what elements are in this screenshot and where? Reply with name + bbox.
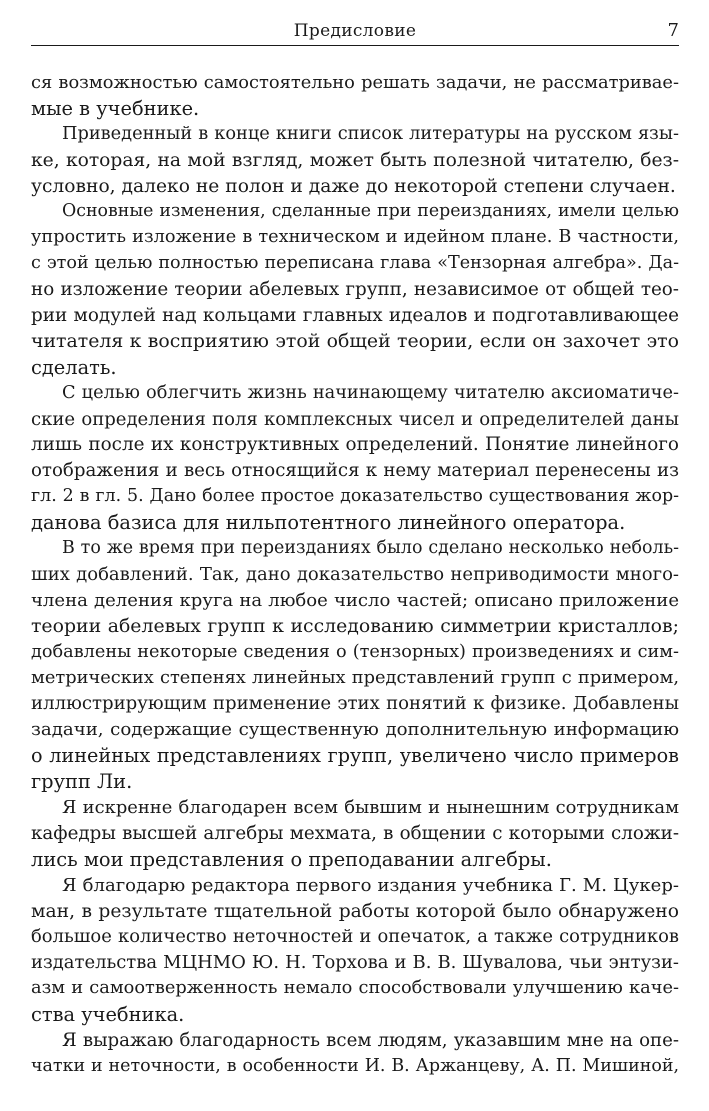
text-line: Я искренне благодарен всем бывшим и нынешним сотрудникам	[62, 796, 679, 818]
body-text	[31, 70, 679, 1080]
text-line: члена деления круга на любое число частей; описано приложение	[31, 589, 679, 611]
text-line: Я выражаю благодарность всем людям, указавшим мне на опе-	[62, 1029, 679, 1051]
text-line: ские определения поля комплексных чисел и определителей даны	[31, 408, 679, 430]
header-rule	[31, 45, 679, 46]
text-line: Приведенный в конце книги список литературы на русском язы-	[62, 123, 679, 144]
text-line: групп Ли.	[31, 770, 133, 794]
text-line: отображения и весь относящийся к нему материал перенесены из	[31, 460, 679, 482]
text-line: мые в учебнике.	[31, 96, 200, 120]
text-line: иллюстрирующим применение этих понятий к физике. Добавлены	[31, 693, 679, 715]
text-line: ке, которая, на мой взгляд, может быть полезной читателю, без-	[31, 149, 679, 171]
paragraph	[31, 795, 679, 873]
running-title: Предисловие	[293, 21, 417, 41]
text-line: ман, в результате тщательной работы которой было обнаружено	[31, 900, 679, 922]
text-line: добавлены некоторые сведения о (тензорных) произведениях и сим-	[31, 641, 679, 662]
text-line: сделать.	[31, 355, 117, 379]
text-line: данова базиса для нильпотентного линейного оператора.	[31, 511, 626, 535]
text-line: ства учебника.	[31, 1003, 185, 1027]
paragraph	[31, 122, 679, 200]
text-line: чатки и неточности, в особенности И. В. Аржанцеву, А. П. Мишиной,	[31, 1055, 679, 1076]
text-line: В то же время при переизданиях было сделано несколько неболь-	[62, 538, 679, 559]
text-line: большое количество неточностей и опечаток, а также сотрудников	[31, 926, 679, 948]
text-line: читателя к восприятию этой общей теории, если он захочет это	[31, 329, 679, 352]
book-page	[31, 0, 679, 1076]
text-line: метрических степенях линейных представлений групп с примером,	[31, 667, 679, 689]
text-line: ших добавлений. Так, дано доказательство неприводимости много-	[31, 563, 679, 585]
text-line: кафедры высшей алгебры мехмата, в общении с которыми сложи-	[31, 822, 679, 844]
text-line: Основные изменения, сделанные при переизданиях, имели целью	[62, 201, 679, 222]
paragraph	[31, 199, 679, 380]
paragraph	[31, 536, 679, 795]
text-line: лишь после их конструктивных определений. Понятие линейного	[31, 434, 679, 456]
paragraph	[31, 1028, 679, 1080]
paragraph	[31, 873, 679, 1028]
text-line: азм и самоотверженность немало способствовали улучшению каче-	[31, 978, 679, 999]
text-line: ся возможностью самостоятельно решать задачи, не рассматривае-	[31, 72, 679, 93]
text-line: условно, далеко не полон и даже до некоторой степени случаен.	[31, 175, 676, 197]
text-line: упростить изложение в техническом и идейном плане. В частности,	[31, 227, 679, 248]
text-line: с этой целью полностью переписана глава «Тензорная алгебра». Да-	[31, 253, 679, 274]
page-number: 7	[667, 20, 679, 41]
paragraph	[31, 381, 679, 536]
text-line: теории абелевых групп к исследованию симметрии кристаллов;	[31, 614, 679, 637]
paragraph	[31, 70, 679, 122]
text-line: о линейных представлениях групп, увеличено число примеров	[31, 744, 679, 768]
text-line: С целью облегчить жизнь начинающему читателю аксиоматиче-	[62, 382, 679, 403]
text-line: но изложение теории абелевых групп, независимое от общей тео-	[31, 279, 679, 301]
text-line: рии модулей над кольцами главных идеалов и подготавливающее	[31, 305, 679, 327]
text-line: лись мои представления о преподавании алгебры.	[31, 847, 552, 871]
text-line: издательства МЦНМО Ю. Н. Торхова и В. В. Шувалова, чьи энтузи-	[31, 952, 679, 974]
text-line: Я благодарю редактора первого издания учебника Г. М. Цукер-	[62, 874, 679, 896]
text-line: задачи, содержащие существенную дополнительную информацию	[31, 719, 679, 741]
text-line: гл. 2 в гл. 5. Дано более простое доказательство существования жор-	[31, 486, 679, 507]
running-head	[31, 0, 679, 46]
